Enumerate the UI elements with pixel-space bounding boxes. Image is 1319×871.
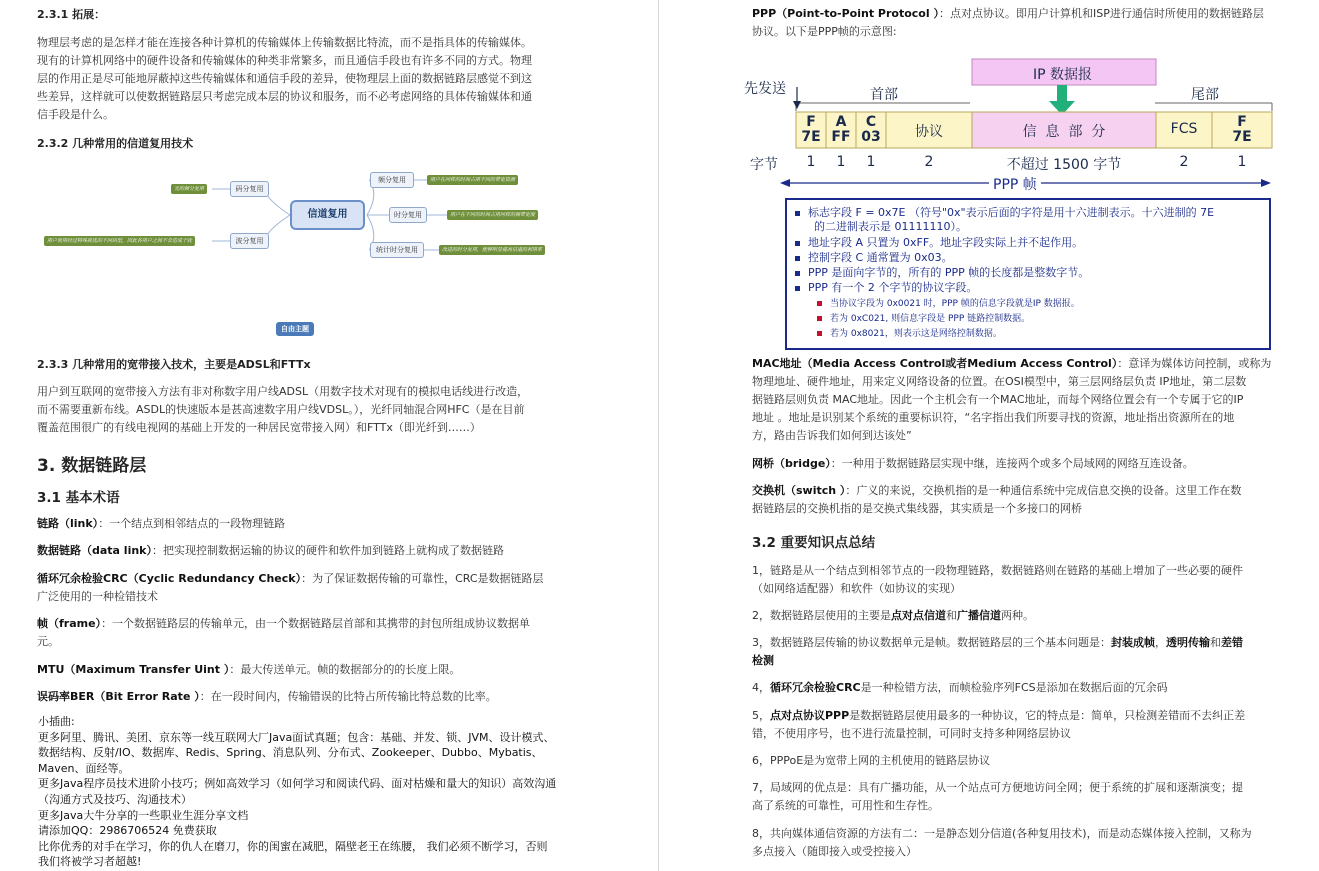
- note-sub-bullet: [817, 296, 1080, 309]
- note-text: 当协议字段为 0x0021 时，PPP 帧的信息字段就是IP 数据报。: [830, 299, 1080, 309]
- point-text: 是一种检错方法，而帧检验序列FCS是添加在数据后面的冗余码: [860, 681, 1168, 694]
- note-text: 地址字段 A 只置为 0xFF。地址字段实际上并不起作用。: [808, 236, 1084, 249]
- term-def: ：一个数据链路层的传输单元，由一个数据链路层首部和其携带的封包所组成协议数据单: [101, 617, 531, 630]
- term-name: 链路（link）: [37, 517, 99, 530]
- ad-block: [38, 714, 638, 870]
- ip-datagram-label: IP 数据报: [1033, 67, 1093, 83]
- term-def-cont: 方，路由告诉我们如何到达该处”: [752, 429, 912, 442]
- right-page: [661, 0, 1319, 871]
- point-emph: 透明传输: [1166, 636, 1210, 649]
- chapter-3-title: 3. 数据链路层: [37, 456, 147, 476]
- byte-count: 2: [1179, 154, 1189, 170]
- point-2: [752, 607, 1292, 625]
- point-text: （如网络适配器）和软件（如协议的实现）: [752, 582, 961, 595]
- mindmap-note: 光的频分复用: [171, 184, 207, 194]
- body-line: 覆盖范围很广的有线电视网的基础上开发的一种居民宽带接入网）和FTTx（即光纤到……）: [37, 421, 481, 434]
- term-name: PPP（Point-to-Point Protocol ）: [752, 7, 939, 20]
- point-1: [752, 562, 1292, 598]
- note-text: 若为 0x8021，则表示这是网络控制数据。: [830, 329, 1002, 339]
- note-bullet: [795, 249, 953, 265]
- point-5: [752, 707, 1292, 743]
- ad-line: 更多Java大牛分享的一些职业生涯分享文档: [38, 808, 249, 822]
- term-name: MAC地址（Media Access Control或者Medium Access Control）: [752, 357, 1118, 370]
- bullet-square-icon: [795, 256, 800, 261]
- note-sub-bullet: [817, 311, 1030, 324]
- bullet-square-icon: [795, 286, 800, 291]
- ad-line: 更多阿里、腾讯、美团、京东等一线互联网大厂Java面试真题；包含：基础、并发、锁、JVM、设计模式、: [38, 730, 555, 744]
- body-line: 信手段是什么。: [37, 108, 114, 121]
- ppp-intro: [752, 5, 1292, 41]
- byte-count: 不超过 1500 字节: [1006, 157, 1122, 173]
- bullet-square-icon: [795, 271, 800, 276]
- note-text: PPP 有一个 2 个字节的协议字段。: [808, 281, 978, 294]
- mindmap-node-code-division: 码分复用: [230, 181, 269, 197]
- term-name: 交换机（switch ）: [752, 484, 846, 497]
- body-line: 物理层考虑的是怎样才能在连接各种计算机的传输媒体上传输数据比特流，而不是指具体的传输媒体。: [37, 36, 532, 49]
- point-6: [752, 752, 1292, 770]
- mindmap-node-statistical-tdm: 统计时分复用: [370, 242, 424, 258]
- body-line: 现有的计算机网络中的硬件设备和传输媒体的种类非常繁多，而且通信手段也有许多不同的方式。物理: [37, 54, 532, 67]
- term-def-cont: 据链路层的交换机指的是交换式集线器，其实质是一个多接口的网桥: [752, 502, 1082, 515]
- field-control: C 03: [861, 114, 881, 145]
- section-2-3-1-body: [37, 34, 597, 124]
- header-label: 首部: [870, 87, 898, 103]
- point-text: 高了系统的可靠性，可用性和生存性。: [752, 799, 939, 812]
- section-2-3-3-body: [37, 383, 597, 437]
- point-text: 3，数据链路层传输的协议数据单元是帧。数据链路层的三个基本问题是：: [752, 636, 1111, 649]
- mindmap-note: 用户在不同的时间占用同样的频带宽度: [447, 210, 538, 220]
- term-def: ：最大传送单元。帧的数据部分的的长度上限。: [229, 663, 461, 676]
- term-data-link: [37, 542, 602, 560]
- ppp-notes-box: [785, 198, 1271, 350]
- term-def: ：一个结点到相邻结点的一段物理链路: [98, 517, 286, 530]
- bytes-label: 字节: [750, 157, 778, 173]
- term-name: 数据链路（data link）: [37, 544, 152, 557]
- note-text: 若为 0xC021, 则信息字段是 PPP 链路控制数据。: [830, 314, 1031, 324]
- note-text: PPP 是面向字节的，所有的 PPP 帧的长度都是整数字节。: [808, 266, 1090, 279]
- point-emph: 循环冗余检验CRC: [770, 681, 861, 694]
- ad-line: （沟通方式及技巧、沟通技术）: [38, 792, 192, 806]
- byte-count: 1: [806, 154, 816, 170]
- term-name: 帧（frame）: [37, 617, 102, 630]
- ppp-frame-label: PPP 帧: [989, 174, 1041, 194]
- mindmap-free-topic: 自由主题: [276, 322, 314, 336]
- body-line: 层的作用正是尽可能地屏蔽掉这些传输媒体和通信手段的差异，使物理层上面的数据链路层感觉不到这: [37, 72, 532, 85]
- bullet-square-icon: [817, 301, 822, 306]
- term-def-cont: 协议。以下是PPP帧的示意图:: [752, 25, 897, 38]
- point-text: 2，数据链路层使用的主要是: [752, 609, 891, 622]
- bullet-square-icon: [817, 316, 822, 321]
- point-text: 多点接入（随即接入或受控接入）: [752, 845, 917, 858]
- byte-count: 1: [836, 154, 846, 170]
- point-text: 是数据链路层使用最多的一种协议，它的特点是：简单，只检测差错而不去纠正差: [849, 709, 1246, 722]
- body-line: 些差异，这样就可以使数据链路层只考虑完成本层的协议和服务，而不必考虑网络的具体传输媒体和通: [37, 90, 532, 103]
- note-bullet: [795, 264, 1089, 280]
- term-def: ：意译为媒体访问控制，或称为: [1117, 357, 1272, 370]
- point-text: 1，链路是从一个结点到相邻节点的一段物理链路，数据链路则在链路的基础上增加了一些必要的硬件: [752, 564, 1243, 577]
- point-text: 7，局域网的优点是：具有广播功能，从一个站点可方便地访问全网；便于系统的扩展和逐渐演变；提: [752, 781, 1243, 794]
- term-def-cont: 元。: [37, 635, 59, 648]
- mindmap-note: 用户在同样的时间占用不同的带宽资源: [427, 175, 518, 185]
- note-text-cont: 的二进制表示是 01111110）。: [814, 220, 967, 233]
- note-text: 标志字段 F = 0x7E （符号"0x"表示后面的字符是用十六进制表示。十六进制的 7E: [808, 206, 1215, 219]
- term-def-cont: 地址 。地址是识别某个系统的重要标识符，“名字指出我们所要寻找的资源，地址指出资源所在的地: [752, 411, 1235, 424]
- point-text: 两种。: [1001, 609, 1034, 622]
- mindmap-note: 用户使用经过特殊挑选的不同码型，因此各用户之间不会造成干扰: [44, 236, 195, 246]
- term-bridge: [752, 455, 1292, 473]
- point-emph: 广播信道: [957, 609, 1001, 622]
- term-name: 循环冗余检验CRC（Cyclic Redundancy Check）: [37, 572, 302, 585]
- bullet-square-icon: [795, 211, 800, 216]
- term-def: ：在一段时间内，传输错误的比特占所传输比特总数的比率。: [199, 690, 497, 703]
- term-ber: [37, 688, 602, 706]
- field-address: A FF: [831, 114, 851, 145]
- send-first-label: 先发送: [744, 81, 786, 97]
- term-mac: [752, 355, 1292, 445]
- point-4: [752, 679, 1292, 697]
- field-fcs: FCS: [1170, 121, 1198, 137]
- point-text: 错，不使用序号，也不进行流量控制，可同时支持多种网络层协议: [752, 727, 1071, 740]
- ad-line: 数据结构、反射/IO、数据库、Redis、Spring、消息队列、分布式、Zookeeper、Dubbo、Mybatis、: [38, 746, 543, 760]
- mindmap-center-node: 信道复用: [290, 200, 365, 230]
- point-8: [752, 825, 1292, 861]
- byte-count: 2: [924, 154, 934, 170]
- term-def-cont: 广泛使用的一种检错技术: [37, 590, 158, 603]
- point-emph: 检测: [752, 654, 774, 667]
- body-line: 用户到互联网的宽带接入方法有非对称数字用户线ADSL（用数字技术对现有的模拟电话线进行改造，: [37, 385, 529, 398]
- term-switch: [752, 482, 1292, 518]
- mindmap-node-time-division: 时分复用: [389, 207, 427, 223]
- ad-line: 请添加QQ：2986706524 免费获取: [38, 824, 217, 838]
- mindmap-node-frequency-division: 频分复用: [370, 172, 414, 188]
- term-name: 误码率BER（Bit Error Rate ）: [37, 690, 200, 703]
- point-emph: 封装成帧: [1111, 636, 1155, 649]
- point-7: [752, 779, 1292, 815]
- term-mtu: [37, 661, 602, 679]
- page-divider: [658, 0, 659, 871]
- section-2-3-2-title: 2.3.2 几种常用的信道复用技术: [37, 137, 194, 150]
- note-text: 控制字段 C 通常置为 0x03。: [808, 251, 953, 264]
- point-text: 和: [1210, 636, 1221, 649]
- point-text: 6，PPPoE是为宽带上网的主机使用的链路层协议: [752, 754, 991, 767]
- field-flag-end: F 7E: [1232, 114, 1252, 145]
- term-def: ：点对点协议。即用户计算机和ISP进行通信时所使用的数据链路层: [938, 7, 1264, 20]
- ad-line: 更多Java程序员技术进阶小技巧；例如高效学习（如何学习和阅读代码、面对枯燥和量大的知识）高效沟通: [38, 777, 557, 791]
- left-page: [0, 0, 658, 871]
- point-3: [752, 634, 1292, 670]
- byte-count: 1: [866, 154, 876, 170]
- point-emph: 点对点信道: [891, 609, 946, 622]
- ad-line: Maven、面经等。: [38, 761, 130, 775]
- field-flag-start: F 7E: [801, 114, 821, 145]
- mindmap-note: 改进的时分复用，能够明显提高信道的利用率: [439, 245, 545, 255]
- byte-count: 1: [1237, 154, 1247, 170]
- point-text: 8，共向媒体通信资源的方法有二：一是静态划分信道(各种复用技术)，而是动态媒体接入控制，又称为: [752, 827, 1252, 840]
- point-emph: 点对点协议PPP: [770, 709, 850, 722]
- section-3-2-title: 3.2 重要知识点总结: [752, 535, 876, 551]
- point-emph: 差错: [1221, 636, 1243, 649]
- point-text: 和: [946, 609, 957, 622]
- ad-line: 比你优秀的对手在学习，你的仇人在磨刀，你的闺蜜在减肥，隔壁老王在练腰， 我们必须不断学习，否则: [38, 839, 548, 853]
- ppp-frame-diagram: [744, 55, 1290, 350]
- term-crc: [37, 570, 602, 606]
- ad-line: 小插曲:: [38, 715, 75, 728]
- point-text: 5，: [752, 709, 770, 722]
- term-def-cont: 据链路层则负责 MAC地址。因此一个主机会有一个MAC地址，而每个网络位置会有一个专属于它的IP: [752, 393, 1244, 406]
- field-information: 信 息 部 分: [1022, 124, 1106, 140]
- term-def: ：为了保证数据传输的可靠性，CRC是数据链路层: [301, 572, 544, 585]
- mindmap-node-wavelength-division: 波分复用: [230, 233, 269, 249]
- point-text: 4，: [752, 681, 770, 694]
- section-2-3-1-title: 2.3.1 拓展：: [37, 8, 106, 21]
- ad-line: 我们将被学习者超越!: [38, 855, 142, 869]
- term-def: ：一种用于数据链路层实现中继，连接两个或多个局域网的网络互连设备。: [830, 457, 1194, 470]
- note-sub-bullet: [817, 326, 1002, 339]
- term-name: 网桥（bridge）: [752, 457, 831, 470]
- bullet-square-icon: [795, 241, 800, 246]
- note-bullet: [795, 279, 977, 295]
- bullet-square-icon: [817, 331, 822, 336]
- term-name: MTU（Maximum Transfer Uint ）: [37, 663, 230, 676]
- term-def: ：广义的来说，交换机指的是一种通信系统中完成信息交换的设备。这里工作在数: [845, 484, 1242, 497]
- field-protocol: 协议: [915, 124, 943, 140]
- trailer-label: 尾部: [1191, 87, 1219, 103]
- term-frame: [37, 615, 602, 651]
- body-line: 而不需要重新布线。ASDL的快速版本是甚高速数字用户线VDSL。），光纤同轴混合网HFC（是在目前: [37, 403, 525, 416]
- point-text: ，: [1155, 636, 1166, 649]
- term-def: ：把实现控制数据运输的协议的硬件和软件加到链路上就构成了数据链路: [152, 544, 504, 557]
- section-3-1-title: 3.1 基本术语: [37, 490, 120, 506]
- section-2-3-3-title: 2.3.3 几种常用的宽带接入技术，主要是ADSL和FTTx: [37, 358, 311, 371]
- note-bullet: [795, 234, 1083, 250]
- term-def-cont: 物理地址、硬件地址，用来定义网络设备的位置。在OSI模型中，第三层网络层负责 IP地址，第二层数: [752, 375, 1247, 388]
- term-link: [37, 515, 602, 533]
- mindmap: [37, 160, 567, 340]
